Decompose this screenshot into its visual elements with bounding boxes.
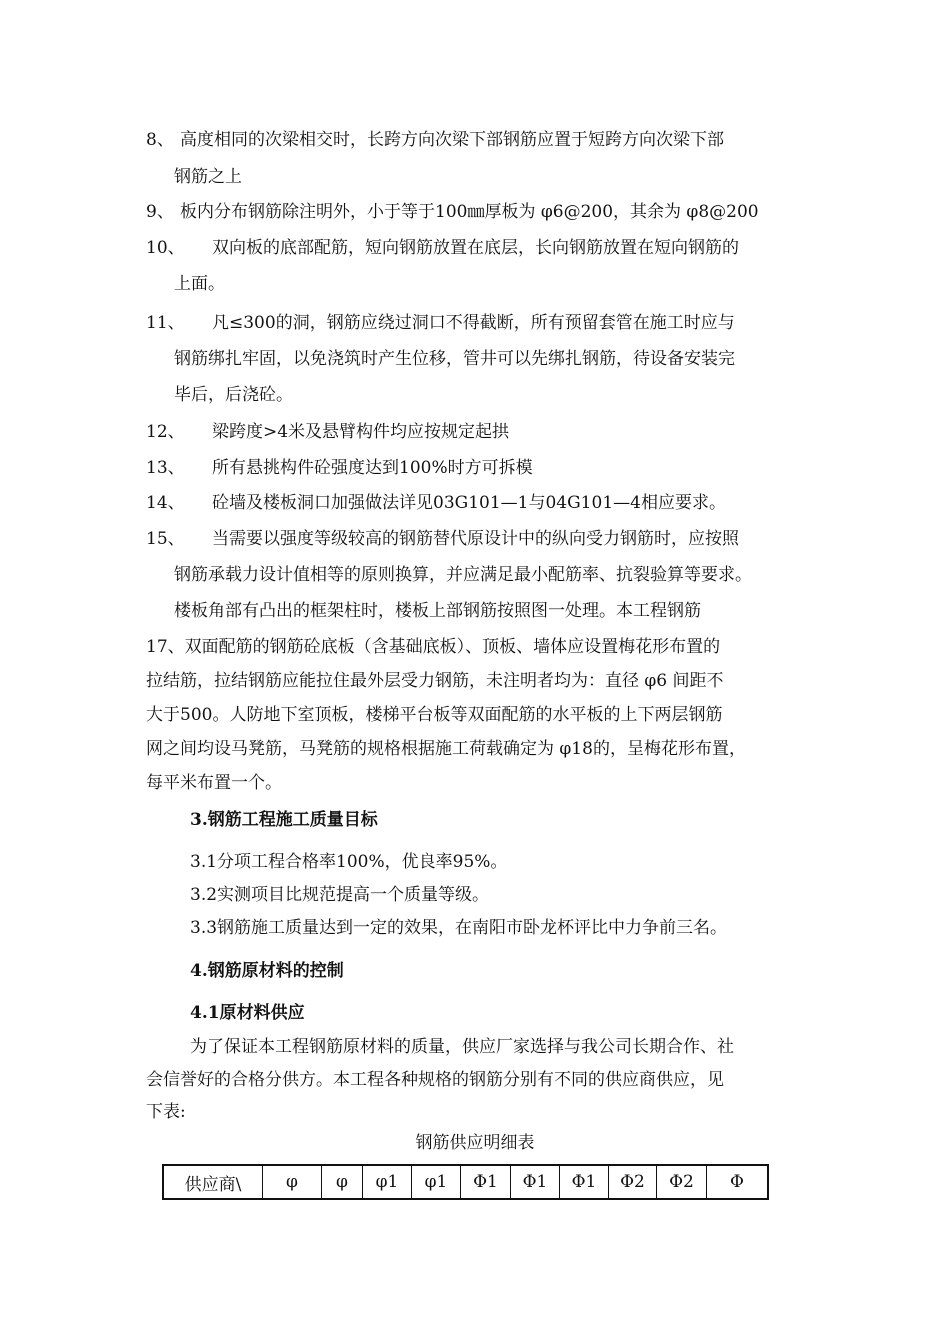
- item-8-line-2: 钢筋之上: [174, 167, 242, 187]
- item-17-line-3: 大于500。人防地下室顶板，楼梯平台板等双面配筋的水平板的上下两层钢筋: [146, 705, 723, 725]
- section-3-line-1: 3.1分项工程合格率100%，优良率95%。: [190, 852, 508, 872]
- item-17-line-1: 17、双面配筋的钢筋砼底板（含基础底板）、顶板、墙体应设置梅花形布置的: [146, 637, 721, 657]
- item-17-line-5: 每平米布置一个。: [146, 773, 282, 793]
- item-13-line-1: 所有悬挑构件砼强度达到100%时方可拆模: [212, 458, 533, 478]
- section-4-paragraph-line-3: 下表:: [146, 1102, 186, 1122]
- item-14-number: 14、: [146, 493, 185, 513]
- item-12-line-1: 梁跨度>4米及悬臂构件均应按规定起拱: [212, 422, 510, 442]
- item-11-line-3: 毕后，后浇砼。: [174, 385, 293, 405]
- item-17-line-2: 拉结筋，拉结钢筋应能拉住最外层受力钢筋，未注明者均为：直径 φ6 间距不: [146, 671, 724, 691]
- table-header-cell: Φ2: [657, 1165, 707, 1199]
- table-header-cell: Φ1: [560, 1165, 609, 1199]
- table-header-cell: φ1: [363, 1165, 412, 1199]
- item-11-line-1: 凡≤300的洞，钢筋应绕过洞口不得截断，所有预留套管在施工时应与: [212, 313, 735, 333]
- table-header-cell: Φ1: [461, 1165, 511, 1199]
- table-header-cell: φ: [322, 1165, 363, 1199]
- item-9-number: 9、: [146, 202, 174, 222]
- item-8-number: 8、: [146, 130, 174, 150]
- item-8-line-1: 高度相同的次梁相交时，长跨方向次梁下部钢筋应置于短跨方向次梁下部: [180, 130, 724, 150]
- table-header-row: [163, 1165, 768, 1199]
- item-15-line-1: 当需要以强度等级较高的钢筋替代原设计中的纵向受力钢筋时，应按照: [212, 529, 739, 549]
- item-15-line-2: 钢筋承载力设计值相等的原则换算，并应满足最小配筋率、抗裂验算等要求。: [174, 565, 752, 585]
- item-11-number: 11、: [146, 313, 185, 333]
- item-13-number: 13、: [146, 458, 185, 478]
- item-10-number: 10、: [146, 238, 185, 258]
- item-9-line-1: 板内分布钢筋除注明外，小于等于100㎜厚板为 φ6@200，其余为 φ8@200: [180, 202, 759, 222]
- section-3-heading: 3.钢筋工程施工质量目标: [190, 810, 378, 830]
- item-15-number: 15、: [146, 529, 185, 549]
- table-header-cell: 供应商\: [163, 1165, 263, 1199]
- supply-table: [162, 1164, 769, 1200]
- section-4-heading: 4.钢筋原材料的控制: [190, 961, 344, 981]
- section-4-paragraph-line-2: 会信誉好的合格分供方。本工程各种规格的钢筋分别有不同的供应商供应，见: [146, 1070, 724, 1090]
- item-17-line-4: 网之间均设马凳筋，马凳筋的规格根据施工荷载确定为 φ18的，呈梅花形布置，: [146, 739, 746, 759]
- table-header-cell: Φ: [707, 1165, 769, 1199]
- section-3-line-3: 3.3钢筋施工质量达到一定的效果，在南阳市卧龙杯评比中力争前三名。: [190, 918, 728, 938]
- section-3-line-2: 3.2实测项目比规范提高一个质量等级。: [190, 885, 490, 905]
- item-12-number: 12、: [146, 422, 185, 442]
- table-header-cell: Φ2: [609, 1165, 657, 1199]
- table-caption: 钢筋供应明细表: [415, 1133, 535, 1153]
- item-11-line-2: 钢筋绑扎牢固，以免浇筑时产生位移，管井可以先绑扎钢筋，待设备安装完: [174, 349, 735, 369]
- item-14-line-1: 砼墙及楼板洞口加强做法详见03G101—1与04G101—4相应要求。: [212, 493, 726, 513]
- item-10-line-1: 双向板的底部配筋，短向钢筋放置在底层，长向钢筋放置在短向钢筋的: [212, 238, 739, 258]
- table-header-cell: φ: [263, 1165, 322, 1199]
- table-header-cell: Φ1: [511, 1165, 560, 1199]
- table-header-cell: φ1: [412, 1165, 461, 1199]
- section-4-1-subheading: 4.1原材料供应: [190, 1003, 305, 1023]
- item-15-line-3: 楼板角部有凸出的框架柱时，楼板上部钢筋按照图一处理。本工程钢筋: [174, 601, 701, 621]
- section-4-paragraph-line-1: 为了保证本工程钢筋原材料的质量，供应厂家选择与我公司长期合作、社: [190, 1037, 734, 1057]
- item-10-line-2: 上面。: [174, 274, 225, 294]
